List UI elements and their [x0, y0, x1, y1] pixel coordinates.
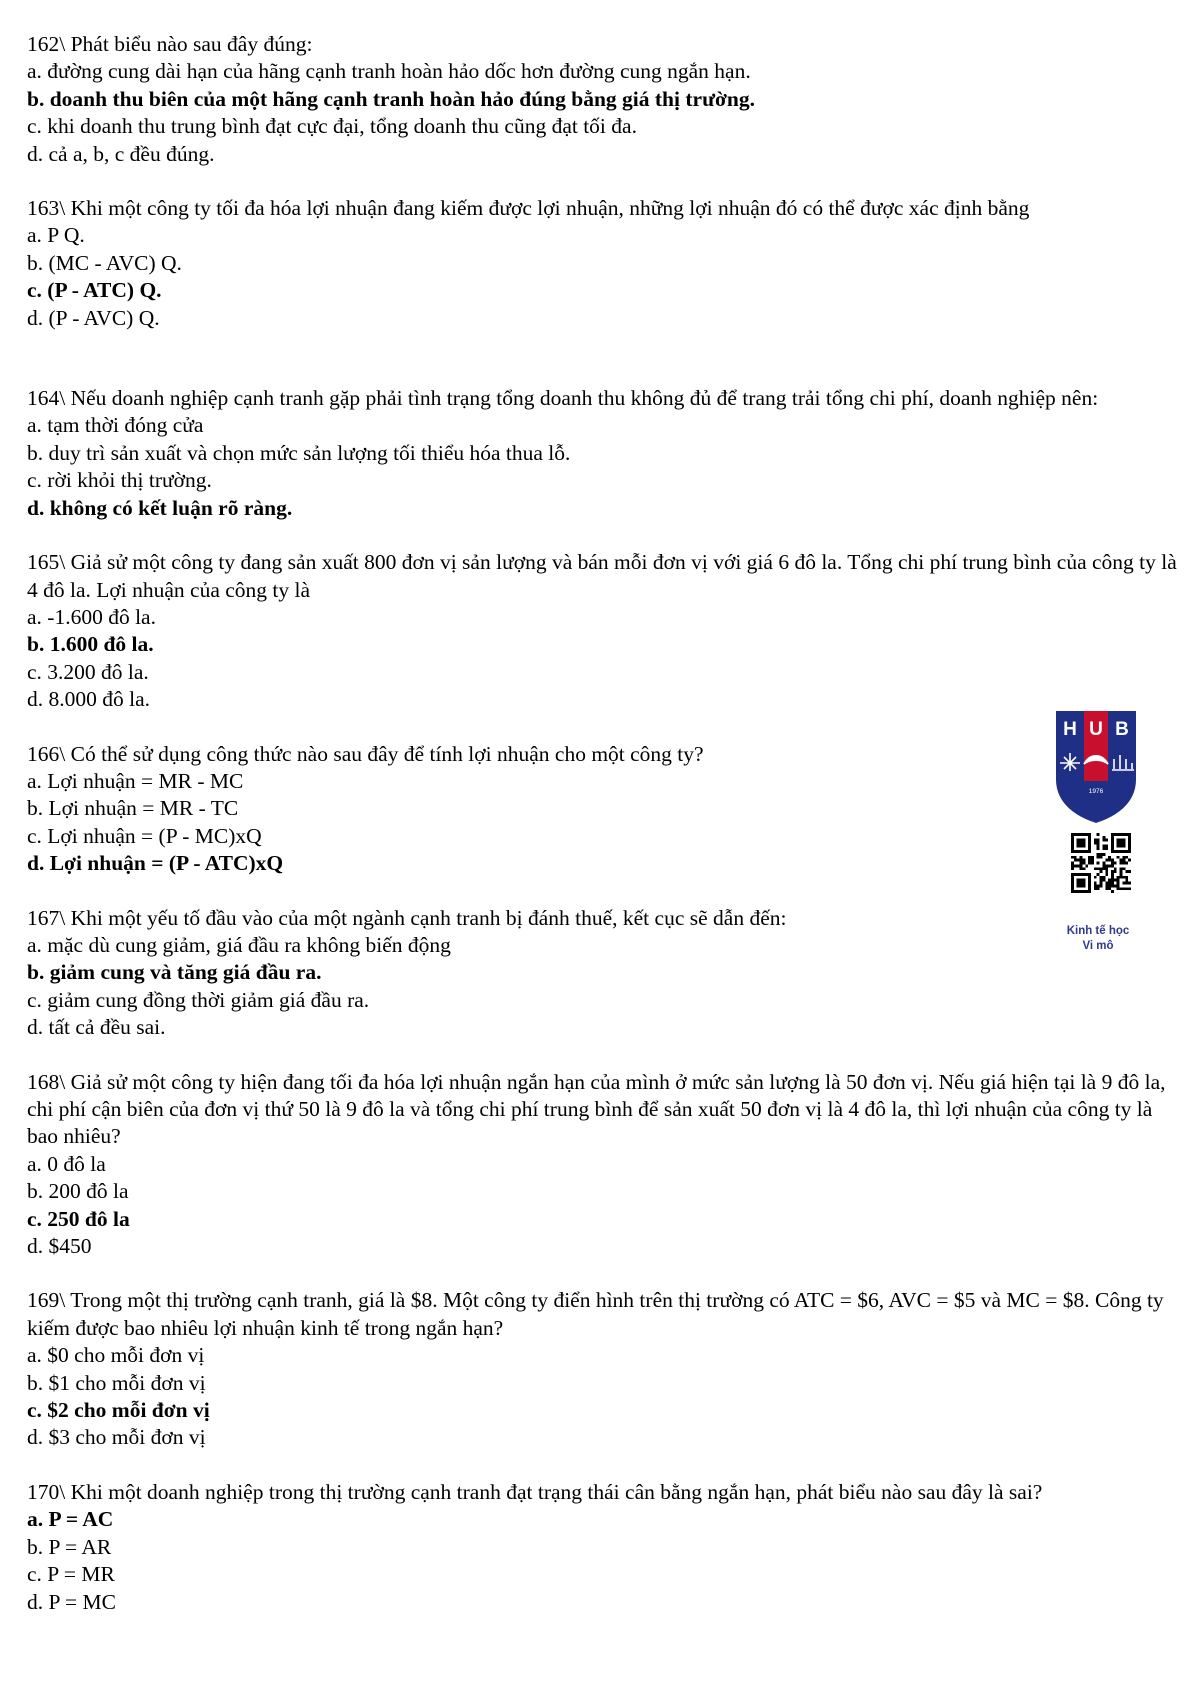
question-stem: 165\ Giả sử một công ty đang sản xuất 800 đơn vị sản lượng và bán mỗi đơn vị với giá 6 đô la. Tổng chi phí trung bình của công ty là 4 đô la. Lợi nhuận của công ty là [27, 550, 1177, 602]
question-stem: 166\ Có thể sử dụng công thức nào sau đây để tính lợi nhuận cho một công ty? [27, 741, 704, 766]
question-block [27, 905, 1177, 1042]
answer-option: b. P = AR [27, 1534, 112, 1559]
logo-year: 1976 [1088, 788, 1104, 795]
question-block [27, 385, 1177, 522]
answer-option: b. 200 đô la [27, 1179, 129, 1204]
logo-letter-b: B [1115, 719, 1129, 740]
answer-option-correct: c. $2 cho mỗi đơn vị [27, 1398, 210, 1423]
answer-option: b. $1 cho mỗi đơn vị [27, 1370, 206, 1395]
question-stem: 162\ Phát biểu nào sau đây đúng: [27, 32, 313, 56]
answer-option: d. (P - AVC) Q. [27, 305, 160, 330]
question-block [27, 195, 1177, 332]
answer-option: a. tạm thời đóng cửa [27, 413, 204, 438]
answer-option: d. 8.000 đô la. [27, 687, 151, 712]
question-stem: 168\ Giả sử một công ty hiện đang tối đa hóa lợi nhuận ngắn hạn của mình ở mức sản lượng là 50 đơn vị. Nếu giá hiện tại là 9 đô la, chi phí cận biên của đơn vị thứ 50 là 9 đô la và tổng chi phí trung bình để sản xuất 50 đơn vị là 4 đô la, thì lợi nhuận của công ty là bao nhiêu? [27, 1069, 1166, 1149]
answer-option: c. khi doanh thu trung bình đạt cực đại, tổng doanh thu cũng đạt tối đa. [27, 114, 637, 139]
answer-option: b. duy trì sản xuất và chọn mức sản lượng tối thiểu hóa thua lỗ. [27, 440, 571, 465]
question-stem: 167\ Khi một yếu tố đầu vào của một ngành cạnh tranh bị đánh thuế, kết cục sẽ dẫn đến: [27, 905, 787, 930]
answer-option: a. mặc dù cung giảm, giá đầu ra không biến động [27, 932, 451, 957]
logo-letter-h: H [1063, 719, 1077, 740]
logo-letter-u: U [1089, 719, 1103, 740]
logo-caption-line2: Vi mô [1082, 940, 1114, 952]
question-stem: 164\ Nếu doanh nghiệp cạnh tranh gặp phải tình trạng tổng doanh thu không đủ để trang trải tổng chi phí, doanh nghiệp nên: [27, 386, 1099, 411]
answer-option: c. P = MR [27, 1562, 115, 1587]
answer-option: d. $450 [27, 1234, 92, 1259]
answer-option-correct: b. giảm cung và tăng giá đầu ra. [27, 960, 322, 985]
answer-option: a. đường cung dài hạn của hãng cạnh tranh hoàn hảo dốc hơn đường cung ngắn hạn. [27, 59, 751, 84]
answer-option: d. tất cả đều sai. [27, 1015, 166, 1040]
answer-option-correct: b. 1.600 đô la. [27, 632, 154, 657]
answer-option: d. $3 cho mỗi đơn vị [27, 1425, 206, 1450]
document-body [27, 31, 1177, 1643]
answer-option: a. -1.600 đô la. [27, 604, 156, 629]
answer-option-correct: a. P = AC [27, 1507, 114, 1532]
answer-option: b. Lợi nhuận = MR - TC [27, 796, 239, 821]
answer-option-correct: c. 250 đô la [27, 1206, 130, 1231]
answer-option: a. $0 cho mỗi đơn vị [27, 1343, 205, 1368]
answer-option-correct: d. không có kết luận rõ ràng. [27, 495, 293, 520]
question-block [27, 549, 1177, 713]
question-block [27, 741, 1177, 878]
logo-caption-line1: Kinh tế học [1066, 925, 1130, 937]
question-stem: 170\ Khi một doanh nghiệp trong thị trường cạnh tranh đạt trạng thái cân bằng ngắn hạn, phát biểu nào sau đây là sai? [27, 1479, 1043, 1504]
answer-option: a. Lợi nhuận = MR - MC [27, 768, 244, 793]
question-block [27, 1069, 1177, 1261]
answer-option-correct: c. (P - ATC) Q. [27, 278, 162, 303]
answer-option: a. 0 đô la [27, 1151, 106, 1176]
answer-option: c. Lợi nhuận = (P - MC)xQ [27, 823, 262, 848]
question-stem: 169\ Trong một thị trường cạnh tranh, giá là $8. Một công ty điển hình trên thị trường có ATC = $6, AVC = $5 và MC = $8. Công ty kiếm được bao nhiêu lợi nhuận kinh tế trong ngắn hạn? [27, 1288, 1164, 1340]
answer-option: d. P = MC [27, 1589, 116, 1614]
answer-option-correct: d. Lợi nhuận = (P - ATC)xQ [27, 851, 284, 876]
question-block [27, 31, 1177, 168]
answer-option: a. P Q. [27, 223, 85, 248]
answer-option: c. giảm cung đồng thời giảm giá đầu ra. [27, 987, 370, 1012]
hub-logo [1054, 709, 1138, 825]
answer-option: c. rời khỏi thị trường. [27, 468, 212, 493]
answer-option: b. (MC - AVC) Q. [27, 250, 182, 275]
question-block [27, 1287, 1177, 1451]
question-stem: 163\ Khi một công ty tối đa hóa lợi nhuận đang kiếm được lợi nhuận, những lợi nhuận đó có thể được xác định bằng [27, 196, 1030, 221]
logo-caption [1056, 924, 1140, 954]
answer-option-correct: b. doanh thu biên của một hãng cạnh tranh hoàn hảo đúng bằng giá thị trường. [27, 86, 755, 111]
answer-option: d. cả a, b, c đều đúng. [27, 141, 215, 166]
answer-option: c. 3.200 đô la. [27, 659, 149, 684]
qr-code-icon [1071, 833, 1131, 893]
question-block [27, 1479, 1177, 1616]
